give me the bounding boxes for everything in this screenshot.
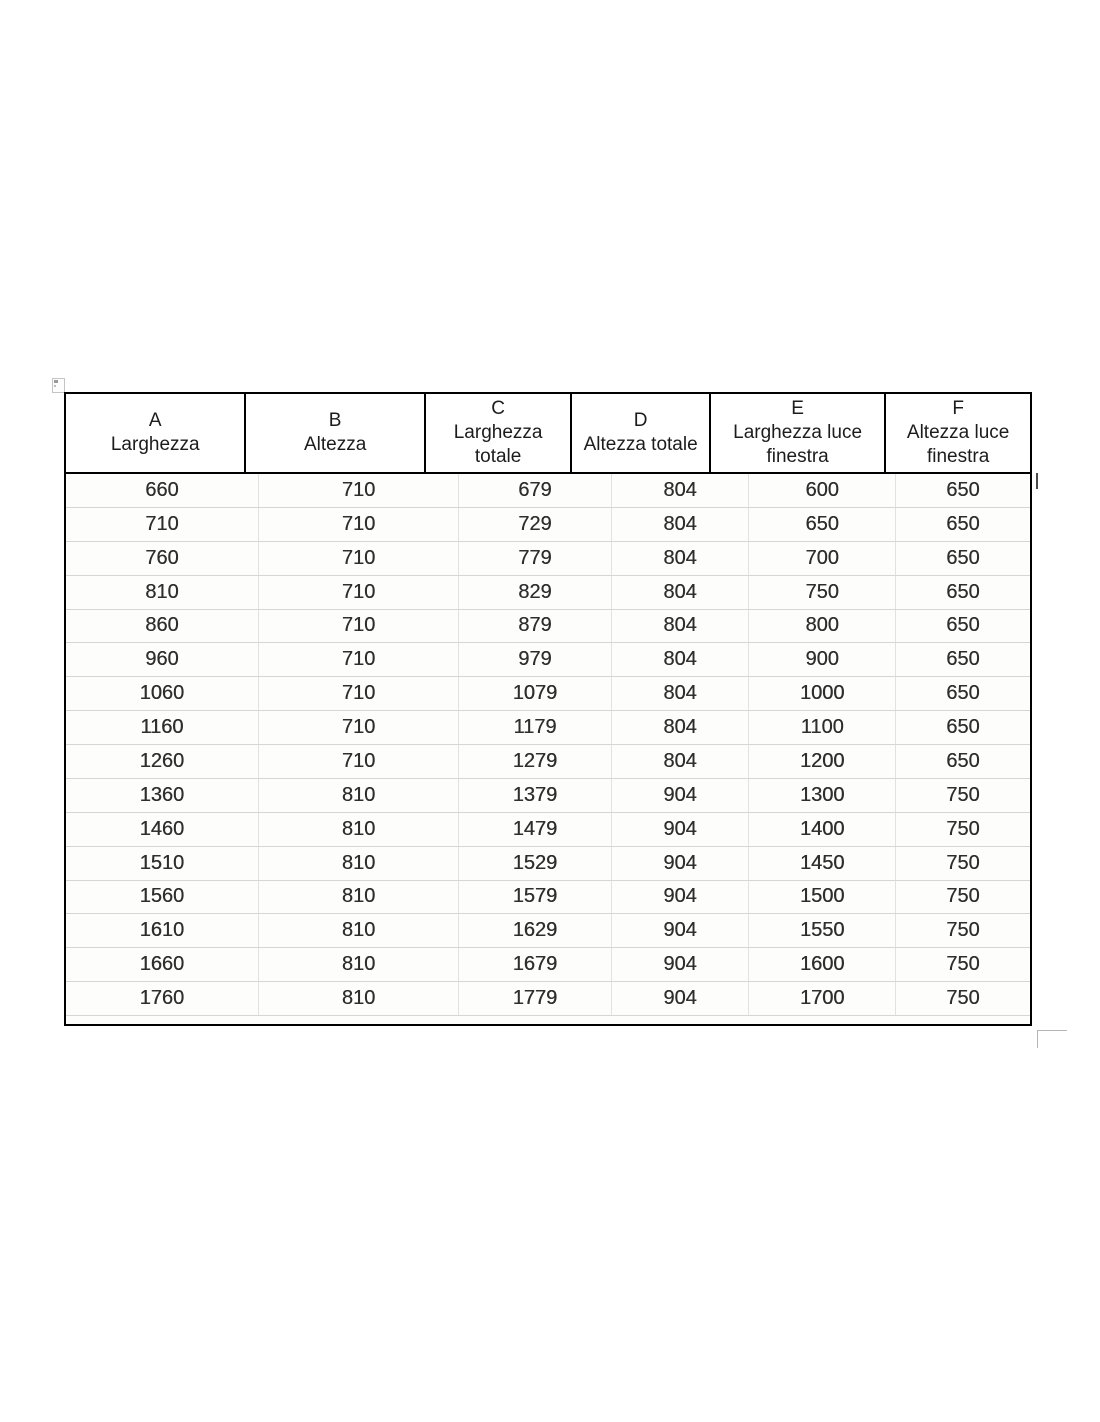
table-cell: 1360	[66, 779, 259, 812]
table-row	[66, 881, 1030, 915]
column-label: Larghezza	[110, 434, 200, 455]
table-cell: 810	[259, 779, 460, 812]
table-row	[66, 542, 1030, 576]
table-row	[66, 982, 1030, 1016]
column-label: Altezza luce finestra	[906, 422, 1010, 467]
table-cell: 1300	[749, 779, 896, 812]
table-cell: 1179	[459, 711, 611, 744]
table-cell: 900	[749, 643, 896, 676]
table-row	[66, 914, 1030, 948]
table-cell: 729	[459, 508, 611, 541]
column-label: Larghezza totale	[453, 422, 543, 467]
column-header-d	[572, 394, 711, 472]
column-label: Altezza	[303, 434, 367, 455]
table-cell: 904	[612, 948, 750, 981]
table-cell: 1529	[459, 847, 611, 880]
table-cell: 1079	[459, 677, 611, 710]
table-cell: 750	[946, 919, 980, 942]
table-row	[66, 508, 1030, 542]
table-cell: 750	[946, 851, 980, 874]
table-row	[66, 610, 1030, 644]
dimensions-table	[64, 392, 1032, 1026]
table-cell: 829	[459, 576, 611, 609]
table-cell: 650	[946, 546, 980, 569]
table-cell: 710	[259, 745, 460, 778]
table-cell: 710	[259, 508, 460, 541]
column-letter: A	[148, 410, 162, 431]
table-row	[66, 711, 1030, 745]
table-cell: 1260	[66, 745, 259, 778]
table-cell: 710	[66, 508, 259, 541]
table-cell: 904	[612, 982, 750, 1015]
table-cell: 1400	[749, 813, 896, 846]
table-cell: 1450	[749, 847, 896, 880]
table-cell: 650	[946, 682, 980, 705]
table-cell: 904	[612, 847, 750, 880]
table-cell: 810	[259, 948, 460, 981]
table-cell: 904	[612, 914, 750, 947]
table-cell: 650	[946, 614, 980, 637]
table-row	[66, 643, 1030, 677]
table-cell: 750	[946, 783, 980, 806]
table-cell: 810	[259, 881, 460, 914]
table-cell: 804	[612, 576, 750, 609]
table-cell: 1100	[749, 711, 896, 744]
table-cell: 760	[66, 542, 259, 575]
table-row	[66, 576, 1030, 610]
column-header-b	[246, 394, 425, 472]
table-cell: 1200	[749, 745, 896, 778]
table-cell: 650	[946, 478, 980, 501]
table-cell: 1500	[749, 881, 896, 914]
table-body	[66, 474, 1030, 1024]
table-cell: 650	[946, 580, 980, 603]
column-letter: D	[633, 410, 648, 431]
table-cell: 710	[259, 711, 460, 744]
table-cell: 650	[946, 716, 980, 739]
table-cell: 700	[749, 542, 896, 575]
table-cell: 600	[749, 474, 896, 507]
table-cell: 1679	[459, 948, 611, 981]
table-cell: 1610	[66, 914, 259, 947]
table-cell: 650	[946, 512, 980, 535]
table-cell: 750	[946, 987, 980, 1010]
column-label: Larghezza luce finestra	[733, 422, 863, 467]
table-cell: 979	[459, 643, 611, 676]
table-cell: 960	[66, 643, 259, 676]
table-cell: 1700	[749, 982, 896, 1015]
column-header-e	[711, 394, 886, 472]
table-cell: 1560	[66, 881, 259, 914]
table-cell: 800	[749, 610, 896, 643]
table-cell: 1600	[749, 948, 896, 981]
column-header-c	[426, 394, 573, 472]
table-cell: 1379	[459, 779, 611, 812]
table-cell: 1279	[459, 745, 611, 778]
table-row	[66, 813, 1030, 847]
table-cell: 1550	[749, 914, 896, 947]
column-letter: C	[491, 398, 505, 419]
table-cell: 1660	[66, 948, 259, 981]
table-row	[66, 948, 1030, 982]
table-cell: 1479	[459, 813, 611, 846]
table-cell: 804	[612, 643, 750, 676]
table-cell: 904	[612, 881, 750, 914]
table-cell: 804	[612, 474, 750, 507]
table-cell: 660	[66, 474, 259, 507]
table-cell: 1460	[66, 813, 259, 846]
table-cell: 750	[946, 953, 980, 976]
table-row	[66, 474, 1030, 508]
table-cell: 1579	[459, 881, 611, 914]
table-cell: 810	[259, 847, 460, 880]
table-cell: 1629	[459, 914, 611, 947]
table-cell: 750	[749, 576, 896, 609]
table-cell: 1779	[459, 982, 611, 1015]
table-cell: 710	[259, 542, 460, 575]
column-header-a	[66, 394, 246, 472]
table-cell: 810	[259, 813, 460, 846]
table-cell: 804	[612, 711, 750, 744]
table-cell: 1000	[749, 677, 896, 710]
table-cell: 710	[259, 643, 460, 676]
table-cell: 810	[259, 914, 460, 947]
table-cell: 1160	[66, 711, 259, 744]
table-cell: 710	[259, 677, 460, 710]
table-cell: 650	[946, 648, 980, 671]
table-cell: 860	[66, 610, 259, 643]
table-cell: 710	[259, 576, 460, 609]
column-letter: B	[328, 410, 342, 431]
column-header-f	[886, 394, 1030, 472]
table-row	[66, 847, 1030, 881]
table-row	[66, 779, 1030, 813]
table-cell: 904	[612, 813, 750, 846]
table-cell: 710	[259, 610, 460, 643]
table-row	[66, 677, 1030, 711]
table-cell: 779	[459, 542, 611, 575]
table-cell: 750	[946, 885, 980, 908]
table-header-row	[66, 394, 1030, 474]
table-cell: 904	[612, 779, 750, 812]
column-label: Altezza totale	[583, 434, 698, 455]
table-cell: 1760	[66, 982, 259, 1015]
text-cursor-mark	[1036, 473, 1038, 489]
table-cell: 879	[459, 610, 611, 643]
table-cell: 804	[612, 745, 750, 778]
table-cell: 810	[66, 576, 259, 609]
table-cell: 1510	[66, 847, 259, 880]
table-cell: 1060	[66, 677, 259, 710]
table-cell: 650	[749, 508, 896, 541]
table-cell: 679	[459, 474, 611, 507]
column-letter: E	[791, 398, 804, 419]
table-cell: 810	[259, 982, 460, 1015]
table-cell: 750	[946, 817, 980, 840]
table-cell: 804	[612, 677, 750, 710]
table-cell: 804	[612, 508, 750, 541]
table-cell: 804	[612, 610, 750, 643]
broken-image-icon	[52, 378, 65, 393]
table-cell: 710	[259, 474, 460, 507]
table-row	[66, 745, 1030, 779]
table-cell: 804	[612, 542, 750, 575]
table-cell: 650	[946, 749, 980, 772]
column-letter: F	[952, 398, 964, 419]
